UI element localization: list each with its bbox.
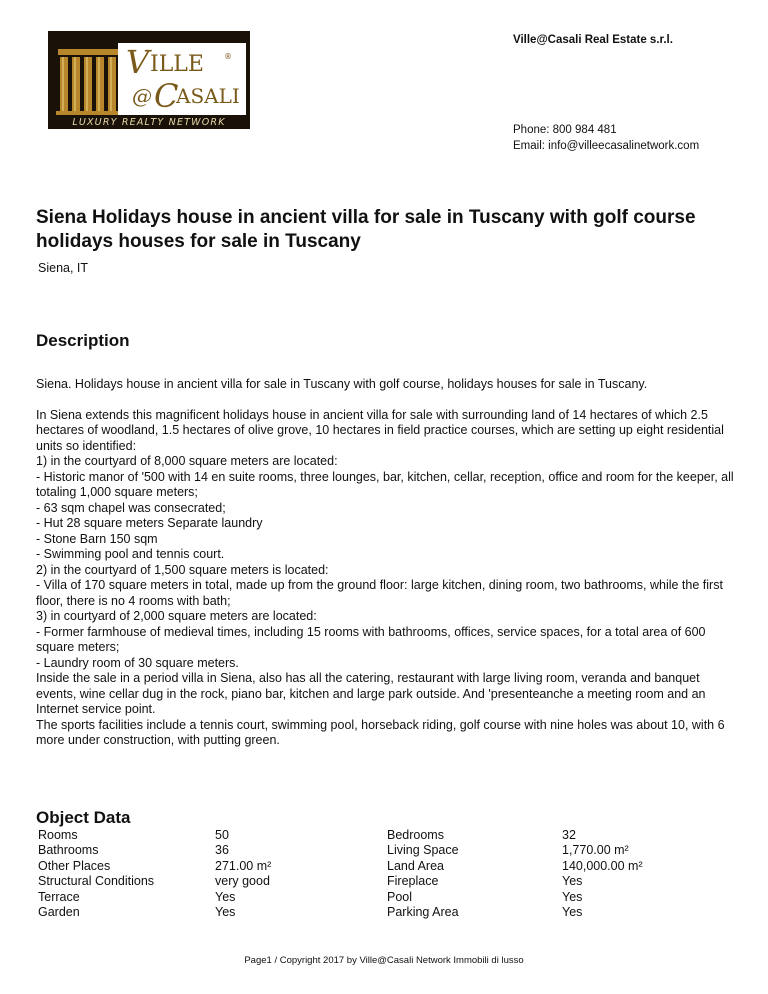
property-value: Yes xyxy=(562,905,583,920)
description-line: In Siena extends this magnificent holidays house in ancient villa for sale with surrounding land of 14 hectares of which 2.5 hectares of woodland, 1.5 hectares of olive grove, 10 hectares in field practice courses, which are setting up eight residential units so identified: xyxy=(36,407,724,453)
property-label: Pool xyxy=(387,889,413,904)
property-label: Living Space xyxy=(387,843,459,858)
description-line: 3) in courtyard of 2,000 square meters are located: xyxy=(36,609,317,623)
listing-location: Siena, IT xyxy=(38,261,89,275)
property-label: Other Places xyxy=(38,858,111,873)
table-row xyxy=(38,890,678,905)
description-body xyxy=(36,377,736,749)
table-row xyxy=(38,859,678,874)
property-value: 50 xyxy=(215,828,229,842)
object-data-heading: Object Data xyxy=(36,808,131,827)
description-line: - 63 sqm chapel was consecrated; xyxy=(36,500,226,515)
property-label: Bedrooms xyxy=(387,828,444,842)
property-label: Bathrooms xyxy=(38,843,99,858)
company-logo xyxy=(48,31,250,129)
property-label: Fireplace xyxy=(387,874,439,889)
table-row xyxy=(38,874,678,889)
phone-number: Phone: 800 984 481 xyxy=(513,124,617,136)
property-label: Parking Area xyxy=(387,905,459,920)
description-line: The sports facilities include a tennis court, swimming pool, horseback riding, golf course with nine holes was about 10, with 6 more under construction, with putting green. xyxy=(36,717,725,747)
logo-text-bottom: ASALI xyxy=(176,84,240,108)
property-label: Garden xyxy=(38,905,80,920)
column-graphic xyxy=(56,49,124,115)
property-value: 140,000.00 m² xyxy=(562,858,643,873)
description-heading: Description xyxy=(36,331,130,350)
property-value: Yes xyxy=(562,889,583,904)
property-label: Terrace xyxy=(38,889,80,904)
description-line: - Stone Barn 150 sqm xyxy=(36,531,158,546)
contact-info xyxy=(513,122,699,154)
logo-tagline: LUXURY REALTY NETWORK xyxy=(72,117,226,128)
table-row xyxy=(38,905,678,920)
property-value: 32 xyxy=(562,828,576,842)
property-label: Land Area xyxy=(387,858,444,873)
object-data-table xyxy=(38,828,678,920)
description-line: - Historic manor of '500 with 14 en suite rooms, three lounges, bar, kitchen, cellar, reception, office and room for the keeper, all totaling 1,000 square meters; xyxy=(36,469,734,499)
page-footer: Page1 / Copyright 2017 by Ville@Casali Network Immobili di lusso xyxy=(244,955,524,966)
logo-registered-mark: ® xyxy=(224,52,232,61)
logo-text-top: ILLE xyxy=(150,52,204,77)
description-line: - Villa of 170 square meters in total, made up from the ground floor: large kitchen, dining room, two bathrooms, while the first floor, there is no 4 rooms with bath; xyxy=(36,578,723,608)
logo-graphic xyxy=(48,31,250,129)
description-line: 1) in the courtyard of 8,000 square meters are located: xyxy=(36,454,338,468)
description-line: - Former farmhouse of medieval times, including 15 rooms with bathrooms, offices, service spaces, for a total area of 600 square meters; xyxy=(36,624,706,654)
description-intro: Siena. Holidays house in ancient villa for sale in Tuscany with golf course, holidays houses for sale in Tuscany. xyxy=(36,377,648,391)
listing-title: Siena Holidays house in ancient villa for sale in Tuscany with golf course holidays houses for sale in Tuscany xyxy=(36,207,696,252)
property-label: Rooms xyxy=(38,828,78,842)
table-row xyxy=(38,843,678,858)
property-value: 271.00 m² xyxy=(215,858,272,873)
logo-at-sign: @ xyxy=(132,84,152,108)
logo-initial-v: V xyxy=(126,43,150,81)
property-label: Structural Conditions xyxy=(38,874,155,889)
property-value: 36 xyxy=(215,843,229,858)
email-address: Email: info@villeecasalinetwork.com xyxy=(513,140,700,152)
description-line: - Swimming pool and tennis court. xyxy=(36,547,225,561)
logo-initial-c: C xyxy=(154,77,179,115)
table-row xyxy=(38,828,678,843)
property-value: Yes xyxy=(215,889,236,904)
property-value: Yes xyxy=(562,874,583,889)
company-name: Ville@Casali Real Estate s.r.l. xyxy=(513,34,673,46)
description-line: - Hut 28 square meters Separate laundry xyxy=(36,516,263,530)
description-line: Inside the sale in a period villa in Siena, also has all the catering, restaurant with large living room, veranda and banquet events, wine cellar dug in the rock, piano bar, kitchen and large park outside. And 'presenteanche a meeting room and an Internet service point. xyxy=(36,671,706,716)
property-value: Yes xyxy=(215,905,236,920)
description-line: 2) in the courtyard of 1,500 square meters is located: xyxy=(36,562,329,577)
property-value: 1,770.00 m² xyxy=(562,843,629,858)
property-value: very good xyxy=(215,874,270,889)
description-line: - Laundry room of 30 square meters. xyxy=(36,655,239,670)
